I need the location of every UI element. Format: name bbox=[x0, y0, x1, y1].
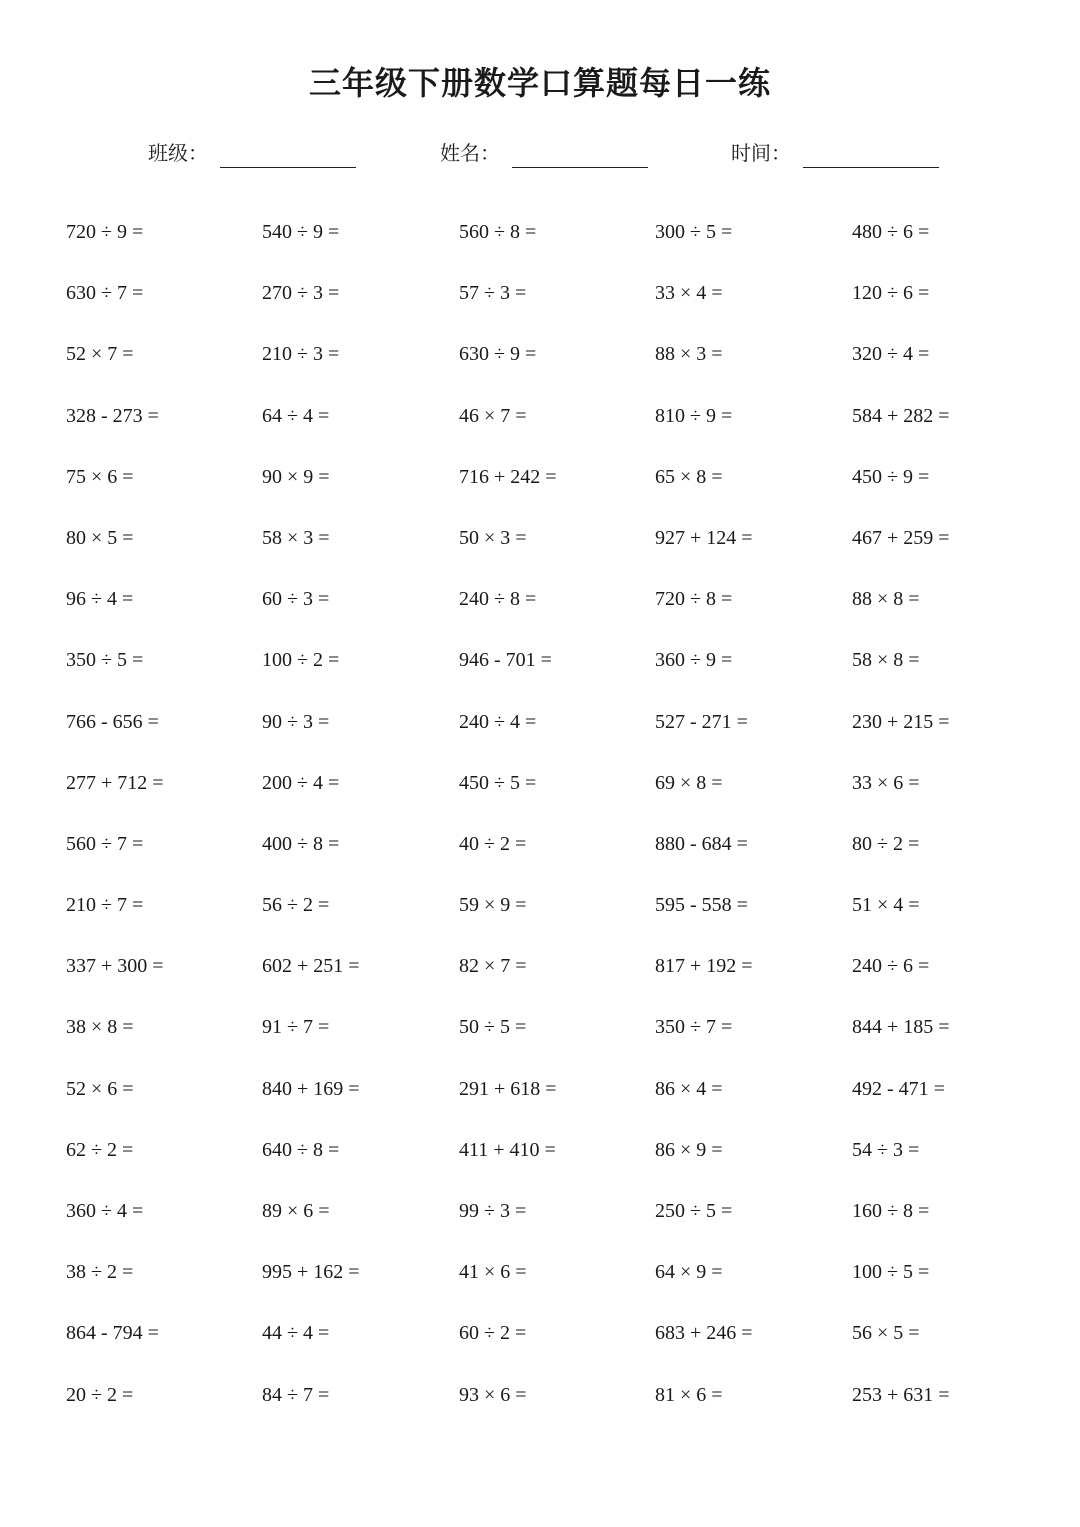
problem-row bbox=[66, 814, 1056, 875]
time-blank-line[interactable] bbox=[803, 137, 939, 168]
arithmetic-problem: 337 + 300 = bbox=[66, 955, 164, 978]
problem-row bbox=[66, 1120, 1056, 1181]
arithmetic-problem: 52 × 6 = bbox=[66, 1077, 134, 1100]
problem-row bbox=[66, 508, 1056, 569]
arithmetic-problem: 64 × 9 = bbox=[655, 1261, 723, 1284]
arithmetic-problem: 560 ÷ 8 = bbox=[459, 221, 537, 243]
problem-row bbox=[66, 1365, 1056, 1426]
arithmetic-problem: 82 × 7 = bbox=[459, 955, 527, 978]
problem-row bbox=[66, 202, 1056, 263]
arithmetic-problem: 56 × 5 = bbox=[852, 1322, 920, 1345]
arithmetic-problem: 450 ÷ 9 = bbox=[852, 465, 930, 488]
arithmetic-problem: 86 × 4 = bbox=[655, 1077, 723, 1100]
arithmetic-problem: 90 × 9 = bbox=[262, 465, 330, 488]
arithmetic-problem: 480 ÷ 6 = bbox=[852, 221, 930, 243]
arithmetic-problem: 720 ÷ 8 = bbox=[655, 588, 733, 611]
arithmetic-problem: 320 ÷ 4 = bbox=[852, 343, 930, 366]
problem-row bbox=[66, 447, 1056, 508]
arithmetic-problem: 99 ÷ 3 = bbox=[459, 1200, 527, 1222]
arithmetic-problem: 210 ÷ 7 = bbox=[66, 894, 144, 917]
arithmetic-problem: 492 - 471 = bbox=[852, 1077, 945, 1100]
time-field bbox=[731, 134, 939, 168]
problem-row bbox=[66, 753, 1056, 814]
arithmetic-problem: 88 × 3 = bbox=[655, 343, 723, 366]
arithmetic-problem: 328 - 273 = bbox=[66, 404, 159, 427]
arithmetic-problem: 33 × 4 = bbox=[655, 282, 723, 305]
arithmetic-problem: 54 ÷ 3 = bbox=[852, 1138, 920, 1161]
problem-row bbox=[66, 630, 1056, 691]
arithmetic-problem: 80 ÷ 2 = bbox=[852, 832, 920, 855]
class-field bbox=[148, 134, 356, 168]
arithmetic-problem: 44 ÷ 4 = bbox=[262, 1322, 330, 1345]
arithmetic-problem: 210 ÷ 3 = bbox=[262, 343, 340, 366]
arithmetic-problem: 683 + 246 = bbox=[655, 1322, 753, 1345]
arithmetic-problem: 411 + 410 = bbox=[459, 1138, 556, 1161]
page-title: 三年级下册数学口算题每日一练 bbox=[308, 64, 771, 102]
arithmetic-problem: 300 ÷ 5 = bbox=[655, 221, 733, 243]
problem-row bbox=[66, 692, 1056, 753]
arithmetic-problem: 560 ÷ 7 = bbox=[66, 832, 144, 855]
arithmetic-problem: 84 ÷ 7 = bbox=[262, 1383, 330, 1406]
name-field bbox=[440, 134, 648, 168]
arithmetic-problem: 58 × 3 = bbox=[262, 526, 330, 549]
arithmetic-problem: 40 ÷ 2 = bbox=[459, 832, 527, 855]
arithmetic-problem: 630 ÷ 9 = bbox=[459, 343, 537, 366]
arithmetic-problem: 253 + 631 = bbox=[852, 1383, 950, 1406]
arithmetic-problem: 57 ÷ 3 = bbox=[459, 282, 527, 305]
time-label: 时间： bbox=[731, 141, 791, 165]
arithmetic-problem: 46 × 7 = bbox=[459, 404, 527, 427]
arithmetic-problem: 844 + 185 = bbox=[852, 1016, 950, 1039]
class-label: 班级： bbox=[148, 141, 208, 165]
arithmetic-problem: 360 ÷ 4 = bbox=[66, 1200, 144, 1222]
problem-row bbox=[66, 324, 1056, 385]
arithmetic-problem: 59 × 9 = bbox=[459, 894, 527, 917]
arithmetic-problem: 69 × 8 = bbox=[655, 771, 723, 794]
arithmetic-problem: 277 + 712 = bbox=[66, 771, 164, 794]
arithmetic-problem: 995 + 162 = bbox=[262, 1261, 360, 1284]
arithmetic-problem: 120 ÷ 6 = bbox=[852, 282, 930, 305]
arithmetic-problem: 350 ÷ 5 = bbox=[66, 649, 144, 672]
arithmetic-problem: 20 ÷ 2 = bbox=[66, 1383, 134, 1406]
arithmetic-problem: 720 ÷ 9 = bbox=[66, 221, 144, 243]
arithmetic-problem: 33 × 6 = bbox=[852, 771, 920, 794]
arithmetic-problem: 96 ÷ 4 = bbox=[66, 588, 134, 611]
arithmetic-problem: 88 × 8 = bbox=[852, 588, 920, 611]
problem-row bbox=[66, 1181, 1056, 1242]
name-label: 姓名： bbox=[440, 141, 500, 165]
arithmetic-problem: 595 - 558 = bbox=[655, 894, 748, 917]
arithmetic-problem: 38 ÷ 2 = bbox=[66, 1261, 134, 1284]
arithmetic-problem: 810 ÷ 9 = bbox=[655, 404, 733, 427]
arithmetic-problem: 60 ÷ 3 = bbox=[262, 588, 330, 611]
arithmetic-problem: 58 × 8 = bbox=[852, 649, 920, 672]
arithmetic-problem: 75 × 6 = bbox=[66, 465, 134, 488]
arithmetic-problem: 52 × 7 = bbox=[66, 343, 134, 366]
arithmetic-problem: 50 × 3 = bbox=[459, 526, 527, 549]
problem-row bbox=[66, 1303, 1056, 1364]
arithmetic-problem: 270 ÷ 3 = bbox=[262, 282, 340, 305]
arithmetic-problem: 91 ÷ 7 = bbox=[262, 1016, 330, 1039]
arithmetic-problem: 41 × 6 = bbox=[459, 1261, 527, 1284]
arithmetic-problem: 467 + 259 = bbox=[852, 526, 950, 549]
arithmetic-problem: 89 × 6 = bbox=[262, 1200, 330, 1222]
arithmetic-problem: 240 ÷ 8 = bbox=[459, 588, 537, 611]
arithmetic-problem: 360 ÷ 9 = bbox=[655, 649, 733, 672]
arithmetic-problem: 100 ÷ 5 = bbox=[852, 1261, 930, 1284]
arithmetic-problem: 160 ÷ 8 = bbox=[852, 1200, 930, 1222]
arithmetic-problem: 584 + 282 = bbox=[852, 404, 950, 427]
problem-row bbox=[66, 1242, 1056, 1303]
arithmetic-problem: 65 × 8 = bbox=[655, 465, 723, 488]
arithmetic-problem: 230 + 215 = bbox=[852, 710, 950, 733]
arithmetic-problem: 93 × 6 = bbox=[459, 1383, 527, 1406]
arithmetic-problem: 640 ÷ 8 = bbox=[262, 1138, 340, 1161]
name-blank-line[interactable] bbox=[512, 137, 648, 168]
arithmetic-problem: 540 ÷ 9 = bbox=[262, 221, 340, 243]
arithmetic-problem: 350 ÷ 7 = bbox=[655, 1016, 733, 1039]
arithmetic-problem: 602 + 251 = bbox=[262, 955, 360, 978]
arithmetic-problem: 630 ÷ 7 = bbox=[66, 282, 144, 305]
arithmetic-problem: 927 + 124 = bbox=[655, 526, 753, 549]
arithmetic-problem: 56 ÷ 2 = bbox=[262, 894, 330, 917]
problem-grid bbox=[66, 202, 1056, 1426]
arithmetic-problem: 50 ÷ 5 = bbox=[459, 1016, 527, 1039]
arithmetic-problem: 864 - 794 = bbox=[66, 1322, 159, 1345]
arithmetic-problem: 240 ÷ 6 = bbox=[852, 955, 930, 978]
arithmetic-problem: 840 + 169 = bbox=[262, 1077, 360, 1100]
arithmetic-problem: 200 ÷ 4 = bbox=[262, 771, 340, 794]
student-info-row bbox=[0, 134, 1080, 174]
problem-row bbox=[66, 1059, 1056, 1120]
problem-row bbox=[66, 997, 1056, 1058]
arithmetic-problem: 62 ÷ 2 = bbox=[66, 1138, 134, 1161]
arithmetic-problem: 527 - 271 = bbox=[655, 710, 748, 733]
arithmetic-problem: 38 × 8 = bbox=[66, 1016, 134, 1039]
arithmetic-problem: 51 × 4 = bbox=[852, 894, 920, 917]
arithmetic-problem: 880 - 684 = bbox=[655, 832, 748, 855]
arithmetic-problem: 450 ÷ 5 = bbox=[459, 771, 537, 794]
arithmetic-problem: 64 ÷ 4 = bbox=[262, 404, 330, 427]
arithmetic-problem: 90 ÷ 3 = bbox=[262, 710, 330, 733]
arithmetic-problem: 60 ÷ 2 = bbox=[459, 1322, 527, 1345]
arithmetic-problem: 81 × 6 = bbox=[655, 1383, 723, 1406]
arithmetic-problem: 766 - 656 = bbox=[66, 710, 159, 733]
arithmetic-problem: 291 + 618 = bbox=[459, 1077, 557, 1100]
class-blank-line[interactable] bbox=[220, 137, 356, 168]
problem-row bbox=[66, 263, 1056, 324]
arithmetic-problem: 80 × 5 = bbox=[66, 526, 134, 549]
arithmetic-problem: 100 ÷ 2 = bbox=[262, 649, 340, 672]
arithmetic-problem: 240 ÷ 4 = bbox=[459, 710, 537, 733]
arithmetic-problem: 400 ÷ 8 = bbox=[262, 832, 340, 855]
arithmetic-problem: 250 ÷ 5 = bbox=[655, 1200, 733, 1222]
problem-row bbox=[66, 569, 1056, 630]
arithmetic-problem: 716 + 242 = bbox=[459, 465, 557, 488]
problem-row bbox=[66, 386, 1056, 447]
problem-row bbox=[66, 875, 1056, 936]
arithmetic-problem: 86 × 9 = bbox=[655, 1138, 723, 1161]
arithmetic-problem: 946 - 701 = bbox=[459, 649, 552, 672]
arithmetic-problem: 817 + 192 = bbox=[655, 955, 753, 978]
problem-row bbox=[66, 936, 1056, 997]
